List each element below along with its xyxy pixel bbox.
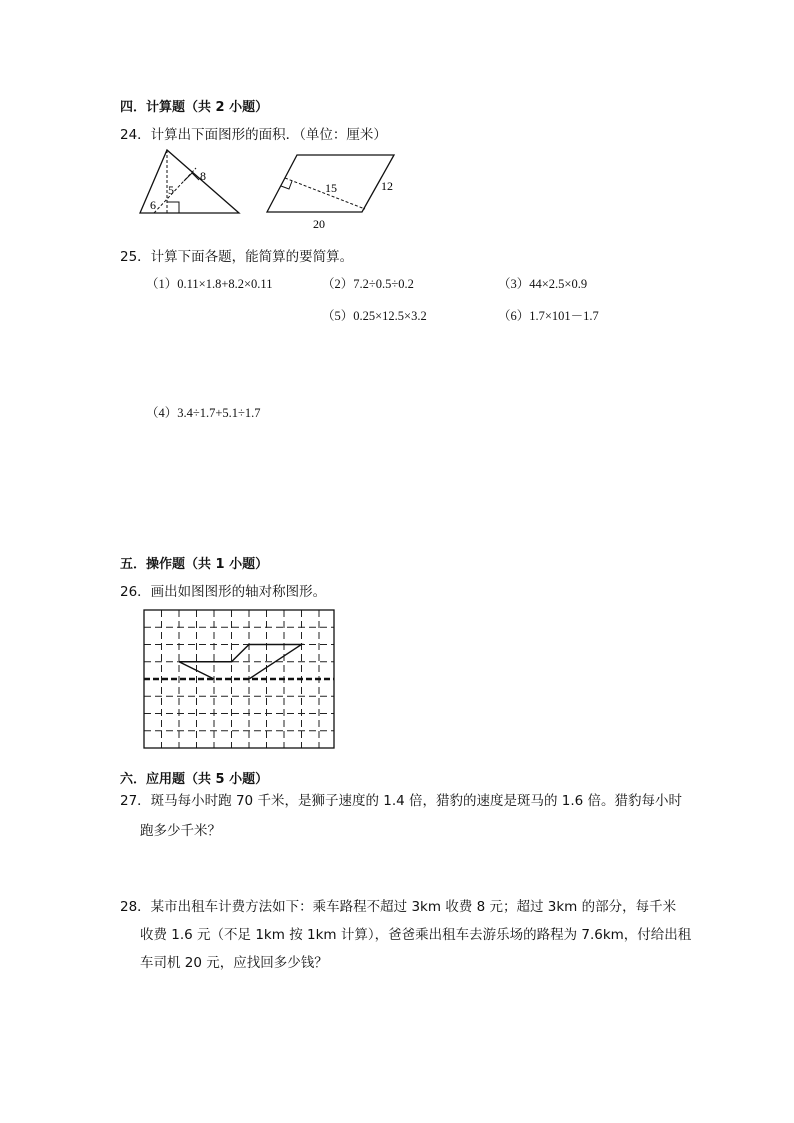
q25-item-2: （2）7.2÷0.5÷0.2 — [322, 277, 414, 291]
question-26-text: 26．画出如图图形的轴对称图形。 — [120, 584, 327, 600]
q25-item-6: （6）1.7×101－1.7 — [498, 309, 599, 323]
parallelogram-base-label: 20 — [313, 217, 325, 231]
triangle-figure — [134, 146, 244, 218]
triangle-base-label: 6 — [150, 198, 156, 212]
question-28-line-2: 收费 1.6 元（不足 1km 按 1km 计算），爸爸乘出租车去游乐场的路程为 7.6km，付给出租 — [140, 927, 692, 943]
question-28-line-1: 28．某市出租车计费方法如下：乘车路程不超过 3km 收费 8 元；超过 3km 的部分，每千米 — [120, 899, 677, 915]
parallelogram-height-label: 15 — [325, 181, 337, 195]
parallelogram-side-label: 12 — [381, 179, 393, 193]
question-27-line-1: 27．斑马每小时跑 70 千米，是狮子速度的 1.4 倍，猎豹的速度是斑马的 1.6 倍。猎豹每小时 — [120, 793, 683, 809]
triangle-side-label: 8 — [200, 169, 206, 183]
section-6-title: 六．应用题（共 5 小题） — [120, 772, 269, 787]
question-28-line-3: 车司机 20 元，应找回多少钱？ — [140, 955, 328, 971]
question-27-line-2: 跑多少千米？ — [140, 823, 221, 839]
section-5-title: 五．操作题（共 1 小题） — [120, 557, 269, 572]
symmetry-grid-figure — [140, 606, 338, 752]
parallelogram-figure — [262, 150, 412, 234]
question-24-text: 24．计算出下面图形的面积．（单位：厘米） — [120, 127, 387, 143]
q25-item-5: （5）0.25×12.5×3.2 — [322, 309, 427, 323]
section-4-title: 四．计算题（共 2 小题） — [120, 100, 269, 115]
q25-item-3: （3）44×2.5×0.9 — [498, 277, 588, 291]
q25-item-4: （4）3.4÷1.7+5.1÷1.7 — [146, 406, 261, 420]
q25-item-1: （1）0.11×1.8+8.2×0.11 — [146, 277, 273, 291]
question-25-text: 25．计算下面各题，能简算的要简算。 — [120, 249, 354, 265]
triangle-height-label: 5 — [168, 183, 174, 197]
